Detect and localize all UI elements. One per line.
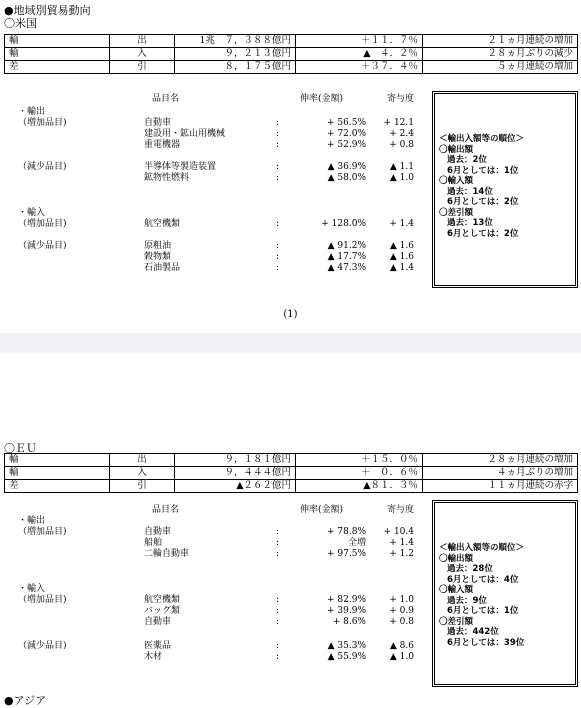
summary-sub: 入 bbox=[110, 467, 175, 480]
item-category: ・輸入 bbox=[18, 584, 46, 594]
summary-label: 輸 bbox=[5, 48, 110, 61]
item-name: バッグ類 bbox=[144, 606, 181, 616]
ranking-label: 〇差引額 bbox=[439, 616, 474, 627]
summary-value: ９，１８１億円 bbox=[175, 454, 296, 467]
item-contrib: + 1.4 bbox=[389, 538, 414, 548]
summary-label: 差 bbox=[5, 480, 110, 493]
item-name: 石油製品 bbox=[144, 263, 181, 273]
ranking-label: 〇輸出額 bbox=[439, 144, 474, 155]
list-item bbox=[4, 263, 424, 274]
item-contrib: + 10.4 bbox=[383, 527, 414, 537]
item-contrib: + 0.8 bbox=[389, 140, 414, 150]
item-rate: + 72.0% bbox=[327, 129, 366, 139]
summary-row-import bbox=[5, 48, 578, 61]
page-break bbox=[0, 333, 581, 353]
summary-row-export bbox=[5, 35, 578, 48]
summary-row-balance bbox=[5, 480, 578, 493]
item-category: （増加品目) bbox=[18, 527, 67, 537]
ranking-value: 過去：28位 bbox=[447, 564, 493, 574]
summary-label: 輸 bbox=[5, 454, 110, 467]
ranking-heading: ＜輸出入額等の順位＞ bbox=[439, 134, 525, 144]
item-contrib: ▲ 1.4 bbox=[389, 263, 414, 273]
item-rate: + 56.5% bbox=[327, 118, 366, 128]
item-rate: ▲ 55.9% bbox=[327, 652, 366, 662]
summary-sub: 入 bbox=[110, 48, 175, 61]
list-item bbox=[4, 595, 424, 606]
ranking-label: 〇輸出額 bbox=[439, 553, 474, 564]
items-header bbox=[4, 505, 424, 516]
summary-sub: 出 bbox=[110, 454, 175, 467]
item-rate: 全増 bbox=[347, 538, 366, 548]
summary-label: 差 bbox=[5, 61, 110, 74]
summary-value: ▲２６２億円 bbox=[175, 480, 296, 493]
item-name: 木材 bbox=[144, 652, 163, 662]
item-contrib: ▲ 8.6 bbox=[389, 641, 414, 651]
item-colon: : bbox=[276, 538, 280, 548]
item-category: （減少品目) bbox=[18, 241, 67, 251]
item-colon: : bbox=[276, 219, 280, 229]
item-category: （増加品目) bbox=[18, 595, 67, 605]
item-category: （増加品目) bbox=[18, 219, 67, 229]
item-category: （減少品目) bbox=[18, 641, 67, 651]
header-contrib: 寄与度 bbox=[387, 505, 415, 515]
item-name: 重電機器 bbox=[144, 140, 181, 150]
item-colon: : bbox=[276, 617, 280, 627]
item-rate: ▲ 17.7% bbox=[327, 252, 366, 262]
list-item bbox=[4, 584, 424, 595]
summary-note: ４ヵ月ぶりの増加 bbox=[423, 467, 578, 480]
list-item bbox=[4, 252, 424, 263]
summary-table-eu bbox=[4, 453, 578, 493]
ranking-box-us bbox=[432, 91, 578, 288]
header-contrib: 寄与度 bbox=[387, 94, 415, 104]
item-rate: ▲ 91.2% bbox=[327, 241, 366, 251]
item-rate: + 128.0% bbox=[321, 219, 366, 229]
list-item bbox=[4, 641, 424, 652]
item-name: 半導体等製造装置 bbox=[144, 162, 217, 172]
ranking-label: 〇輸入額 bbox=[439, 585, 474, 595]
header-rate: 伸率(金額) bbox=[300, 505, 344, 515]
item-name: 原粗油 bbox=[144, 241, 172, 251]
ranking-value: 過去：2位 bbox=[447, 155, 487, 165]
item-rate: + 52.9% bbox=[327, 140, 366, 150]
item-colon: : bbox=[276, 140, 280, 150]
summary-rate: ＋ ０．６％ bbox=[296, 467, 423, 480]
summary-note: ２８ヵ月ぶりの減少 bbox=[423, 48, 578, 61]
list-item bbox=[4, 208, 424, 219]
item-rate: ▲ 36.9% bbox=[327, 162, 366, 172]
summary-value: ９，２１３億円 bbox=[175, 48, 296, 61]
item-contrib: ▲ 1.6 bbox=[389, 241, 414, 251]
item-contrib: + 12.1 bbox=[383, 118, 414, 128]
list-item bbox=[4, 538, 424, 549]
header-item-name: 品目名 bbox=[152, 94, 180, 104]
item-colon: : bbox=[276, 173, 280, 183]
region-heading-us: 〇米国 bbox=[4, 17, 37, 30]
item-name: 自動車 bbox=[144, 527, 172, 537]
item-name: 鉱物性燃料 bbox=[144, 173, 190, 183]
ranking-value: 過去：442位 bbox=[447, 627, 499, 637]
ranking-value: 6月としては：1位 bbox=[447, 165, 519, 176]
summary-row-import bbox=[5, 467, 578, 480]
item-rate: ▲ 58.0% bbox=[327, 173, 366, 183]
summary-rate: ▲８１．３％ bbox=[296, 480, 423, 493]
item-contrib: + 2.4 bbox=[389, 129, 414, 139]
page-number: (1) bbox=[283, 309, 298, 320]
summary-label: 輸 bbox=[5, 467, 110, 480]
ranking-value: 6月としては：4位 bbox=[447, 574, 519, 585]
list-item bbox=[4, 219, 424, 230]
summary-note: ２８ヵ月連続の増加 bbox=[423, 454, 578, 467]
item-contrib: + 1.0 bbox=[389, 595, 414, 605]
ranking-label: 〇輸入額 bbox=[439, 176, 474, 186]
summary-rate: ▲ ４．２％ bbox=[296, 48, 423, 61]
region-heading-asia: ●アジア bbox=[4, 694, 47, 707]
item-rate: + 39.9% bbox=[327, 606, 366, 616]
ranking-heading: ＜輸出入額等の順位＞ bbox=[439, 543, 525, 553]
item-category: ・輸入 bbox=[18, 208, 46, 218]
summary-value: ８，１７５億円 bbox=[175, 61, 296, 74]
ranking-value: 6月としては：1位 bbox=[447, 606, 519, 616]
item-name: 船舶 bbox=[144, 538, 163, 548]
list-item bbox=[4, 606, 424, 617]
summary-rate: ＋１５．０％ bbox=[296, 454, 423, 467]
item-contrib: ▲ 1.6 bbox=[389, 252, 414, 262]
items-header bbox=[4, 94, 424, 105]
item-category: （増加品目) bbox=[18, 118, 67, 128]
item-rate: ▲ 35.3% bbox=[327, 641, 366, 651]
item-name: 穀物類 bbox=[144, 252, 172, 262]
item-colon: : bbox=[276, 527, 280, 537]
list-item bbox=[4, 140, 424, 151]
list-item bbox=[4, 241, 424, 252]
item-contrib: ▲ 1.0 bbox=[389, 652, 414, 662]
item-name: 医薬品 bbox=[144, 641, 172, 651]
item-contrib: + 0.9 bbox=[389, 606, 414, 616]
item-colon: : bbox=[276, 118, 280, 128]
ranking-box-eu bbox=[432, 500, 578, 687]
item-rate: + 8.6% bbox=[332, 617, 366, 627]
summary-table-us bbox=[4, 34, 578, 74]
item-contrib: ▲ 1.0 bbox=[389, 173, 414, 183]
list-item bbox=[4, 129, 424, 140]
ranking-value: 6月としては：2位 bbox=[447, 228, 519, 239]
summary-rate: ＋３７．４％ bbox=[296, 61, 423, 74]
item-name: 二輪自動車 bbox=[144, 549, 190, 559]
item-colon: : bbox=[276, 129, 280, 139]
list-item bbox=[4, 162, 424, 173]
summary-sub: 引 bbox=[110, 61, 175, 74]
summary-sub: 出 bbox=[110, 35, 175, 48]
item-name: 建設用・鉱山用機械 bbox=[144, 129, 226, 139]
item-colon: : bbox=[276, 595, 280, 605]
summary-row-export bbox=[5, 454, 578, 467]
summary-value: ９，４４４億円 bbox=[175, 467, 296, 480]
list-item bbox=[4, 516, 424, 527]
item-category: ・輸出 bbox=[18, 107, 46, 117]
item-colon: : bbox=[276, 263, 280, 273]
summary-rate: ＋１１．７％ bbox=[296, 35, 423, 48]
list-item bbox=[4, 527, 424, 538]
ranking-value: 過去：13位 bbox=[447, 218, 493, 228]
item-contrib: + 0.8 bbox=[389, 617, 414, 627]
summary-note: ２１ヵ月連続の増加 bbox=[423, 35, 578, 48]
item-colon: : bbox=[276, 241, 280, 251]
item-category: ・輸出 bbox=[18, 516, 46, 526]
item-rate: ▲ 47.3% bbox=[327, 263, 366, 273]
summary-label: 輸 bbox=[5, 35, 110, 48]
item-category: （減少品目) bbox=[18, 162, 67, 172]
list-item bbox=[4, 652, 424, 663]
page-title: ●地域別貿易動向 bbox=[4, 4, 91, 17]
item-contrib: + 1.4 bbox=[389, 219, 414, 229]
summary-note: １１ヵ月連続の赤字 bbox=[423, 480, 578, 493]
header-rate: 伸率(金額) bbox=[300, 94, 344, 104]
item-colon: : bbox=[276, 162, 280, 172]
list-item bbox=[4, 173, 424, 184]
item-name: 自動車 bbox=[144, 617, 172, 627]
ranking-value: 6月としては：2位 bbox=[447, 197, 519, 207]
ranking-label: 〇差引額 bbox=[439, 207, 474, 218]
ranking-value: 6月としては：39位 bbox=[447, 637, 525, 648]
region-heading-eu: 〇ＥＵ bbox=[4, 442, 37, 455]
item-colon: : bbox=[276, 252, 280, 262]
list-item bbox=[4, 118, 424, 129]
header-item-name: 品目名 bbox=[152, 505, 180, 515]
item-colon: : bbox=[276, 549, 280, 559]
item-contrib: ▲ 1.1 bbox=[389, 162, 414, 172]
item-contrib: + 1.2 bbox=[389, 549, 414, 559]
item-name: 自動車 bbox=[144, 118, 172, 128]
list-item bbox=[4, 617, 424, 628]
list-item bbox=[4, 549, 424, 560]
summary-row-balance bbox=[5, 61, 578, 74]
item-colon: : bbox=[276, 641, 280, 651]
item-name: 航空機類 bbox=[144, 219, 181, 229]
item-colon: : bbox=[276, 606, 280, 616]
ranking-value: 過去：9位 bbox=[447, 595, 487, 606]
item-colon: : bbox=[276, 652, 280, 662]
item-rate: + 97.5% bbox=[327, 549, 366, 559]
item-rate: + 82.9% bbox=[327, 595, 366, 605]
summary-value: 1兆 ７，３８８億円 bbox=[175, 35, 296, 48]
summary-sub: 引 bbox=[110, 480, 175, 493]
list-item bbox=[4, 107, 424, 118]
summary-note: ５ヵ月連続の増加 bbox=[423, 61, 578, 74]
item-rate: + 78.8% bbox=[327, 527, 366, 537]
item-name: 航空機類 bbox=[144, 595, 181, 605]
ranking-value: 過去：14位 bbox=[447, 186, 493, 197]
